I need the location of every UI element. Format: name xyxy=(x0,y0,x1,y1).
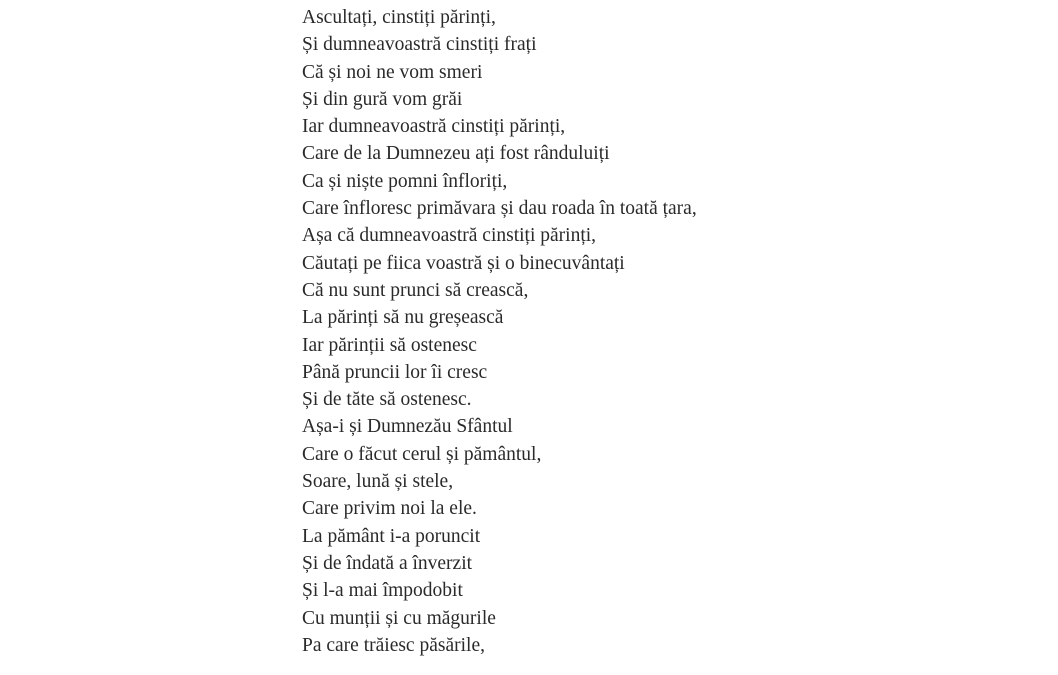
poem-line: Iar părinții să ostenesc xyxy=(302,334,477,356)
poem-line: Soare, lună și stele, xyxy=(302,471,454,493)
poem-line: Că nu sunt prunci să crească, xyxy=(302,279,529,301)
poem-line: Care înfloresc primăvara și dau roada în toată țara, xyxy=(302,198,697,220)
poem-line: Până pruncii lor îi cresc xyxy=(302,361,488,383)
poem-line: Așa că dumneavoastră cinstiți părinți, xyxy=(302,225,597,247)
poem-line: Că și noi ne vom smeri xyxy=(302,61,483,83)
poem-line: Ca și niște pomni înfloriți, xyxy=(302,170,508,192)
poem-text xyxy=(302,4,697,659)
poem-line: Și l-a mai împodobit xyxy=(302,580,463,602)
poem-line: Care o făcut cerul și pământul, xyxy=(302,443,542,465)
poem-line: La pământ i-a poruncit xyxy=(302,525,481,547)
poem-line: Și dumneavoastră cinstiți frați xyxy=(302,34,537,56)
poem-line: Și de tăte să ostenesc. xyxy=(302,389,472,411)
poem-line: Căutați pe fiica voastră și o binecuvântați xyxy=(302,252,625,274)
poem-line: Pa care trăiesc păsările, xyxy=(302,634,485,656)
poem-line: Așa-i și Dumnezău Sfântul xyxy=(302,416,513,438)
poem-line: Care de la Dumnezeu ați fost rânduluiți xyxy=(302,143,610,165)
poem-line: Cu munții și cu măgurile xyxy=(302,607,496,629)
poem-line: Iar dumneavoastră cinstiți părinți, xyxy=(302,116,566,138)
poem-line: Ascultați, cinstiți părinți, xyxy=(302,7,496,28)
poem-line: Și din gură vom grăi xyxy=(302,88,463,110)
poem-line: Care privim noi la ele. xyxy=(302,498,477,520)
poem-line: La părinți să nu greșească xyxy=(302,307,504,329)
poem-line: Și de îndată a înverzit xyxy=(302,552,473,574)
